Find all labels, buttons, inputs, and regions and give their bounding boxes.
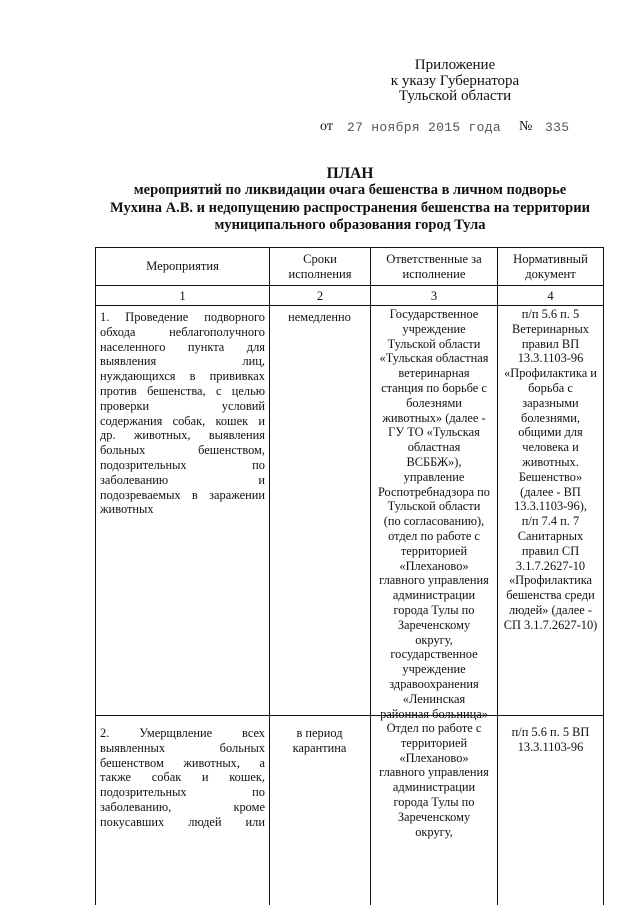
responsible-line: администрации [392,588,476,603]
measure-line: обхода неблагополучного [100,324,265,339]
row2-measure [100,726,265,830]
measure-line: выявления лиц, [100,354,265,369]
responsible-line: главного управления [379,765,489,780]
responsible-line: учреждение [402,321,466,336]
responsible-line: животных» (далее - [382,410,486,425]
header-line: Нормативный [513,251,588,266]
responsible-line: (по согласованию), [383,514,485,529]
responsible-line: ГУ ТО «Тульская [388,425,480,440]
measure-line: выявленных больных [100,740,265,755]
measure-line: покусавших людей или [100,814,265,829]
row1-deadline [271,310,368,325]
responsible-line: «Ленинская [402,691,466,706]
document-line: правил СП [521,543,580,558]
responsible-line: «Плеханово» [399,558,469,573]
responsible-line: главного управления [379,573,489,588]
document-line: п/п 5.6 п. 5 [521,307,580,321]
column-header-document [498,248,603,285]
document-line: человека и [522,440,579,455]
document-line: 13.3.1103-96 [517,351,584,366]
responsible-line: округу, [415,632,453,647]
responsible-line: территорией [400,543,468,558]
responsible-line: города Тулы по [393,794,475,809]
measure-line: животных [100,502,154,517]
document-line: СП 3.1.7.2627-10) [503,617,598,632]
document-line: правил ВП [521,336,580,351]
header-line: документ [525,266,576,281]
responsible-line: «Тульская областная [379,351,489,366]
column-number: 3 [430,289,438,303]
document-line: Ветеринарных [512,321,589,336]
document-title: ПЛАН [326,165,374,182]
header-line: Сроки [303,251,337,266]
responsible-line: Зареченскому [397,809,471,824]
document-line: «Профилактика [508,573,593,588]
document-line: «Профилактика и [504,366,597,381]
table-border-row [95,715,604,716]
responsible-line: государственное [390,647,478,662]
measure-line: проверки условий [100,398,265,413]
measure-line: нуждающихся в прививках [100,369,265,384]
row2-document [499,725,602,755]
responsible-line: здравоохранения [389,676,479,691]
table-column-divider [370,247,371,905]
responsible-line: районная больница» [380,706,488,721]
appendix-line: Приложение [414,57,496,73]
document-line: борьба с [528,380,573,395]
measure-line: против бешенства, с целью [100,383,265,398]
document-line: 13.3.1103-96), [514,499,587,514]
deadline-line: карантина [292,740,347,755]
document-line: Бешенство» [518,469,583,484]
measure-line: населенного пункта для [100,339,265,354]
measure-line: также собак и кошек, [100,770,265,785]
appendix-line: Тульской области [398,88,512,104]
measure-line: др. животных, выявления [100,428,265,443]
document-line: Санитарных [517,528,584,543]
document-line: болезнями, [521,410,580,425]
column-number: 1 [179,289,186,303]
responsible-line: учреждение [402,662,466,677]
responsible-line: округу, [415,824,453,839]
measure-line: подозрительных по [100,785,265,800]
column-header-measures [96,248,269,285]
row1-measure [100,310,265,517]
decree-number-sign: № [519,119,533,134]
responsible-line: Тульской области [387,336,481,351]
table-border-right [603,247,604,905]
measure-line: заболеванию и [100,472,265,487]
responsible-line: отдел по работе с [388,528,480,543]
header-line: исполнение [402,266,466,281]
header-line: Ответственные за [386,251,482,266]
decree-prefix: от [320,119,333,134]
responsible-line: Государственное [389,307,479,321]
column-number: 4 [547,289,554,303]
document-line: бешенства среди [506,588,595,603]
table-column-divider [269,247,270,905]
document-line: животных. [522,454,579,469]
document-line: 3.1.7.2627-10 [515,558,586,573]
row2-deadline [271,726,368,756]
document-line: (далее - ВП [520,484,581,499]
responsible-line: Роспотребнадзора по [377,484,491,499]
measure-line: подозрительных по [100,457,265,472]
column-header-responsible [371,248,497,285]
responsible-line: ветеринарная [398,366,470,381]
column-number: 2 [316,289,324,303]
measure-line: 1. Проведение подворного [100,310,265,324]
responsible-line: областная [407,440,461,455]
responsible-line: администрации [392,780,476,795]
decree-number: 335 [545,120,570,135]
document-line: п/п 7.4 п. 7 [521,514,580,529]
document-line: общими для [518,425,583,440]
responsible-line: Тульской области [387,499,481,514]
responsible-line: Зареченскому [397,617,471,632]
document-line: п/п 5.6 п. 5 ВП [511,725,590,739]
subtitle-line: мероприятий по ликвидации очага бешенства в личном подворье [133,182,567,198]
header-line: Мероприятия [146,259,219,273]
measure-line: 2. Умерщвление всех [100,726,265,740]
responsible-line: Отдел по работе с [386,721,482,735]
table-border-left [95,247,96,905]
responsible-line: станция по борьбе с [381,380,487,395]
header-line: исполнения [288,266,352,281]
row1-document [499,307,602,633]
responsible-line: «Плеханово» [399,750,469,765]
measure-line: заболеванию, кроме [100,799,265,814]
responsible-line: ВСББЖ»), [406,454,462,469]
column-header-deadlines [270,248,370,285]
table-column-divider [497,247,498,905]
responsible-line: территорией [400,735,468,750]
deadline-line: в период [296,726,343,740]
row1-responsible [372,307,496,721]
subtitle-line: муниципального образования город Тула [214,217,486,233]
measure-line: содержания собак, кошек и [100,413,265,428]
measure-line: подозреваемых в заражении [100,487,265,502]
measure-line: бешенством животных, а [100,755,265,770]
subtitle-line: Мухина А.В. и недопущению распространения бешенства на территории [110,199,590,216]
responsible-line: города Тулы по [393,602,475,617]
document-line: заразными [522,395,579,410]
responsible-line: болезнями [406,395,462,410]
responsible-line: управление [403,469,465,484]
document-line: 13.3.1103-96 [517,739,584,754]
document-line: людей» (далее - [509,602,592,617]
appendix-line: к указу Губернатора [390,72,520,89]
deadline-line: немедленно [288,310,351,324]
decree-date: 27 ноября 2015 года [347,120,501,135]
row2-responsible [372,721,496,839]
measure-line: больных бешенством, [100,443,265,458]
